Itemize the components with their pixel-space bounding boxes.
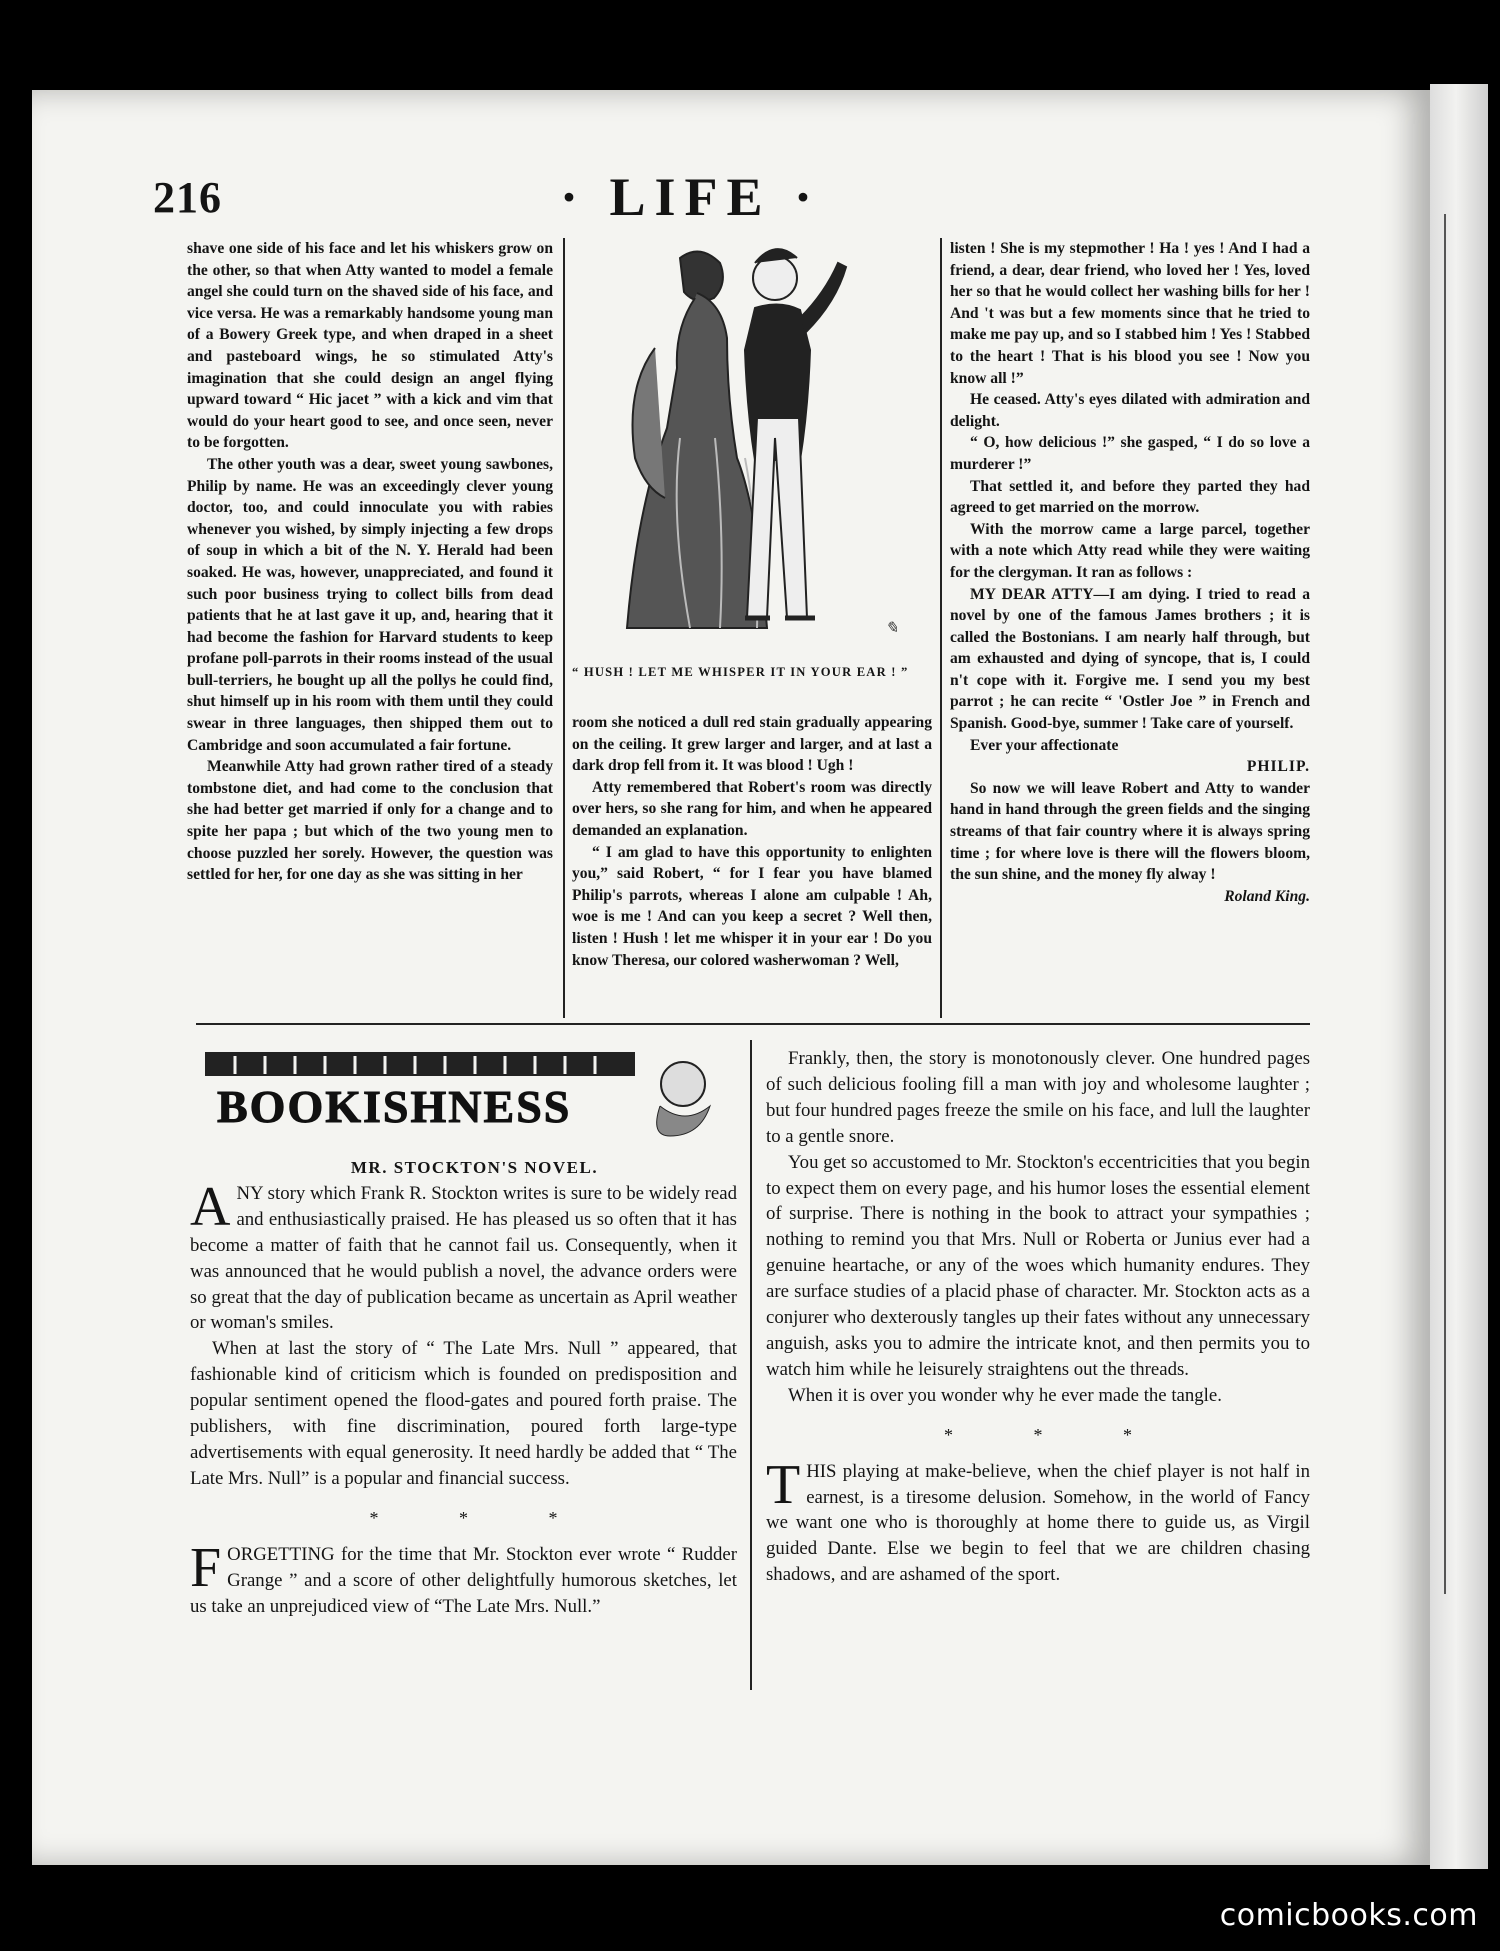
- column-rule: [940, 238, 942, 1018]
- section-stars: * * *: [944, 1424, 1170, 1445]
- banner-title: BOOKISHNESS: [217, 1081, 572, 1132]
- section-rule: [196, 1023, 1310, 1025]
- site-watermark: comicbooks.com: [1219, 1898, 1478, 1933]
- masthead: · LIFE ·: [560, 167, 822, 227]
- paragraph: That settled it, and before they parted they had agreed to get married on the morrow.: [950, 477, 1310, 517]
- paragraph: “ I am glad to have this opportunity to enlighten you,” said Robert, “ for I fear you have blamed Philip's parrots, whereas I alone am culpable ! Ah, woe is me ! And can you keep a secret ? Well then, listen ! Hush ! let me whisper it in your ear ! Do you know Theresa, our colored washerwoman ? Well,: [572, 843, 932, 969]
- paragraph: When it is over you wonder why he ever made the tangle.: [788, 1384, 1222, 1406]
- paragraph: Frankly, then, the story is monotonously clever. One hundred pages of such delicious fooling fill a man with joy and wholesome laughter ; but four hundred pages freeze the smile on his face, and lull the laughter to a gentle snore.: [766, 1048, 1310, 1147]
- bookishness-banner: [205, 1046, 725, 1144]
- svg-text:✎: ✎: [885, 620, 899, 637]
- story-column-1: [187, 238, 553, 886]
- letter-signature: PHILIP.: [1246, 758, 1310, 776]
- story-column-2: [572, 712, 932, 971]
- illustration-couple-whispering: [585, 238, 930, 640]
- review-column-left: [190, 1155, 737, 1619]
- paragraph: Meanwhile Atty had grown rather tired of a steady tombstone diet, and had come to the conclusion that she had better get married if only for a change and to spite her papa ; but which of the two young men to choose puzzled her sorely. However, the question was settled for her, for one day as she was sitting in her: [187, 758, 553, 884]
- paragraph: room she noticed a dull red stain gradually appearing on the ceiling. It grew larger and larger, and at last a dark drop fell from it. It was blood ! Ugh !: [572, 714, 932, 775]
- paragraph: F ORGETTING for the time that Mr. Stockton ever wrote “ Rudder Grange ” and a score of other delightfully humorous sketches, let us take an unprejudiced view of “The Late Mrs. Null.”: [190, 1536, 737, 1617]
- paragraph: You get so accustomed to Mr. Stockton's eccentricities that you begin to expect them on every page, and his humor loses the essential element of surprise. There is nothing in the book to attract your sympathies ; nothing to remind you that Mrs. Null or Roberta or Junius ever had a genuine heartache, or any of the woes which humanity endures. They are surface studies of a placid phase of character. Mr. Stockton acts as a conjurer who dexterously tangles up their fates without any unnecessary anguish, asks you to admire the intricate knot, and then permits you to watch him while he leisurely straightens out the threads.: [766, 1151, 1310, 1380]
- review-column-right: [766, 1046, 1310, 1588]
- paragraph: He ceased. Atty's eyes dilated with admiration and delight.: [950, 391, 1310, 430]
- drop-cap: T: [766, 1453, 801, 1516]
- paragraph: Atty remembered that Robert's room was directly over hers, so she rang for him, and when he appeared demanded an explanation.: [572, 778, 932, 839]
- drop-cap: F: [190, 1536, 222, 1599]
- paragraph: The other youth was a dear, sweet young sawbones, Philip by name. He was an exceedingly clever young doctor, too, and could innoculate you with rabies whenever you wished, by simply injecting a few drops of soup in which a bit of the N. Y. Herald had been soaked. He was, however, unappreciated, and found it such poor business trying to collect bills from dead patients that he at last gave it up, and, hearing that it had become the fashion for Harvard students to keep profane poll-parrots in their rooms instead of the usual bull-terriers, he bought up all the pollys he could find, shut himself up in his room with them until they could swear in three languages, then shipped them out to Cambridge and soon accumulated a fair fortune.: [187, 455, 553, 754]
- paragraph: “ O, how delicious !” she gasped, “ I do so love a murderer !”: [950, 434, 1310, 473]
- book-spine: [1430, 84, 1488, 1869]
- drop-cap: A: [190, 1175, 231, 1238]
- section-stars: * * *: [369, 1507, 596, 1528]
- paragraph: listen ! She is my stepmother ! Ha ! yes ! And I had a friend, a dear, dear friend, who loved her ! Yes, loved her so that he would collect her washing bills for her ! And 't was but a few moments since that he tried to make me pay up, and so I stabbed him ! Yes ! Stabbed to the heart ! That is his blood you see ! Now you know all !”: [950, 240, 1310, 387]
- paragraph: T HIS playing at make-believe, when the chief player is not half in earnest, is a tiresome delusion. Somehow, in the world of Fancy we want one who is thoroughly at home there to guide us, as Virgil guided Dante. Else we begin to feel that we are children chasing shadows, and are ashamed of the sport.: [766, 1453, 1310, 1586]
- paragraph: So now we will leave Robert and Atty to wander hand in hand through the green fields and the singing streams of that fair country where it is always spring time ; for where love is there will the flowers bloom, the sun shine, and the money fly alway !: [950, 779, 1310, 884]
- review-headline: MR. STOCKTON'S NOVEL.: [350, 1158, 599, 1177]
- page-number: 216: [153, 173, 222, 222]
- paragraph: With the morrow came a large parcel, together with a note which Atty read while they were waiting for the clergyman. It ran as follows :: [950, 520, 1310, 581]
- column-rule: [563, 238, 565, 1018]
- illustration-caption: “ HUSH ! LET ME WHISPER IT IN YOUR EAR ! ”: [572, 665, 909, 679]
- author-signature: Roland King.: [1224, 887, 1310, 905]
- paragraph: A NY story which Frank R. Stockton writes is sure to be widely read and enthusiastically praised. He has pleased us so often that it has become a matter of faith that he cannot fail us. Consequently, when it was announced that he would publish a novel, the advance orders were so great that the day of publication became as uncertain as April weather or woman's smiles.: [190, 1175, 737, 1334]
- column-rule: [750, 1040, 752, 1690]
- paragraph: When at last the story of “ The Late Mrs. Null ” appeared, that fashionable kind of criticism which is founded on predisposition and popular sentiment opened the flood-gates and poured forth praise. The publishers, with fine discrimination, poured forth large-type advertisements with equal generosity. It need hardly be added that “ The Late Mrs. Null” is a popular and financial success.: [190, 1338, 737, 1489]
- story-column-3: [950, 238, 1310, 907]
- paragraph: MY DEAR ATTY—I am dying. I tried to read a novel by one of the famous James brothers ; it is called the Bostonians. I am nearly half through, but am exhausted and dying of syncope, that is, I could n't cope with it. Forgive me. I send you my best parrot ; he can recite “ 'Ostler Joe ” in French and Spanish. Good-bye, summer ! Take care of yourself.: [950, 585, 1310, 733]
- paragraph: shave one side of his face and let his whiskers grow on the other, so that when Atty wanted to model a female angel she could turn on the shaved side of his face, and vice versa. He was a remarkably handsome young man of a Bowery Greek type, and when draped in a sheet and pasteboard wings, he so stimulated Atty's imagination that she could design an angel flying upward toward “ Hic jacet ” with a kick and vim that would do your heart good to see, and once seen, never to be forgotten.: [187, 240, 553, 452]
- closing: Ever your affectionate: [970, 736, 1119, 754]
